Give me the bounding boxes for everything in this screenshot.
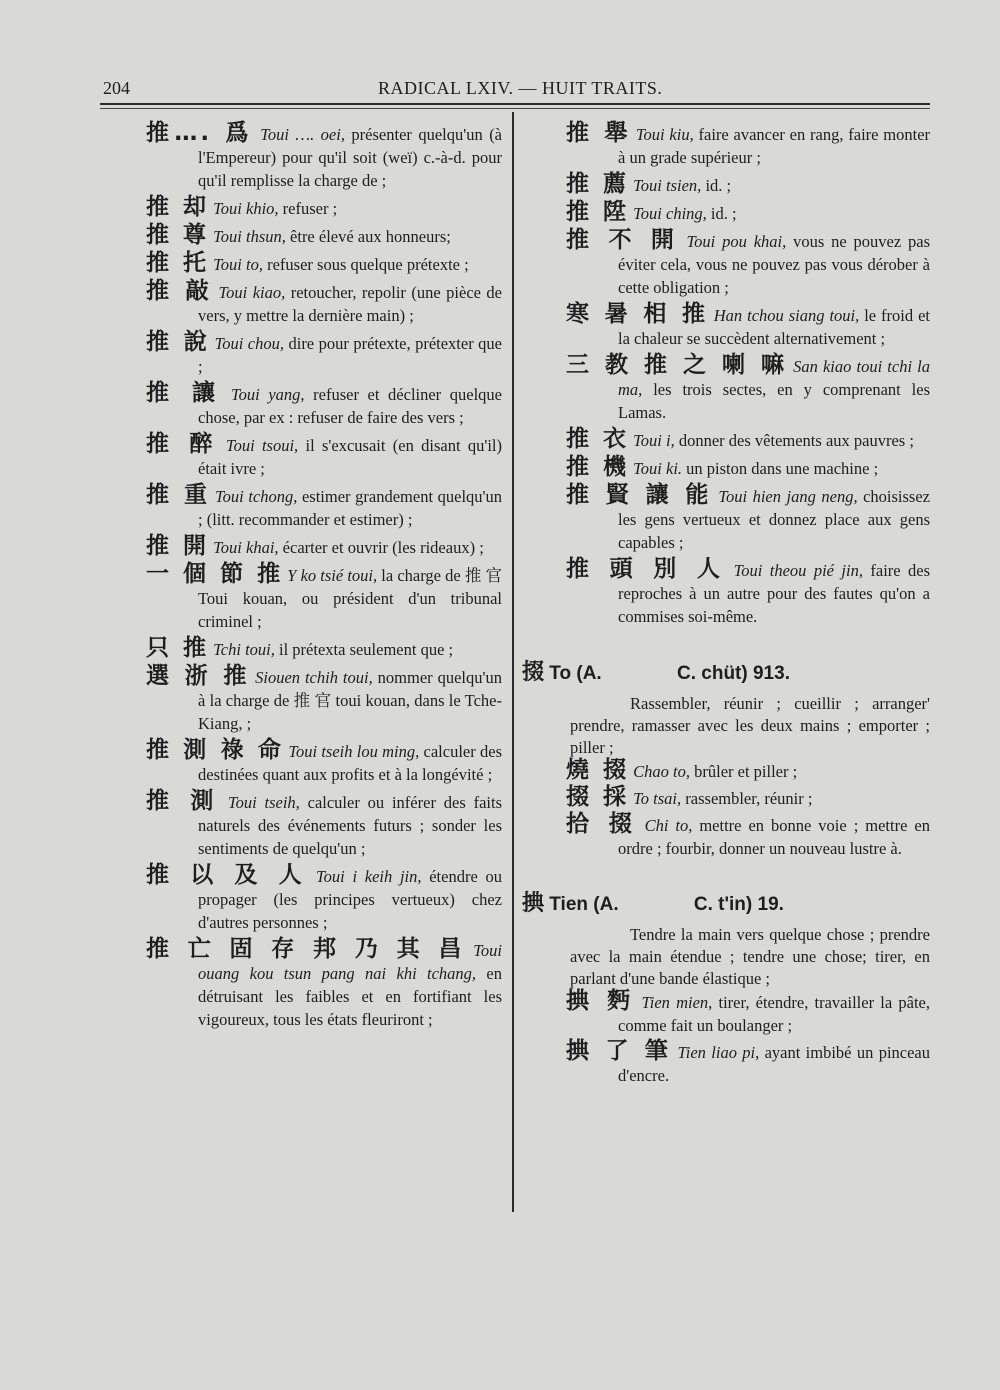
entry-definition: présenter quelqu'un (à l'Empereur) pour qu'il soit (weï) c.-à-d. pour qu'il remplisse la charge de ; xyxy=(198,125,503,190)
section-heading-to xyxy=(522,660,930,687)
dictionary-entry xyxy=(140,484,502,531)
entry-line xyxy=(140,739,502,786)
dictionary-entry xyxy=(140,563,502,633)
section-definition: Tendre la main vers quelque chose ; prendre avec la main étendue ; tendre une chose; tirer, en parlant d'une bande élastique ; xyxy=(570,925,930,988)
entry-characters: 推 醉 xyxy=(146,431,219,457)
entry-definition: vous ne pouvez pas éviter cela, vous ne pouvez pas vous dérober à cette obligation ; xyxy=(618,232,931,297)
entry-line xyxy=(140,382,502,429)
dictionary-entry xyxy=(522,456,930,480)
entry-definition: donner des vêtements aux pauvres ; xyxy=(674,431,914,450)
entry-characters: 推 開 xyxy=(146,533,210,559)
entry-romanization: Tchi toui, xyxy=(213,640,275,659)
entry-characters: 推 舉 xyxy=(566,120,632,146)
dictionary-entry xyxy=(140,535,502,559)
entry-definition: être élevé aux honneurs; xyxy=(285,227,451,246)
dictionary-entry xyxy=(140,331,502,378)
entry-characters: 推 托 xyxy=(146,250,210,276)
entry-romanization: San kiao toui tchi la ma, xyxy=(618,357,930,399)
entry-line xyxy=(522,1040,930,1087)
entry-line xyxy=(522,990,930,1037)
entry-characters: 推 測 xyxy=(146,788,221,814)
entry-line xyxy=(522,786,930,810)
entry-line xyxy=(522,759,930,783)
section-character: 捵 xyxy=(522,891,545,916)
dictionary-entry xyxy=(140,252,502,276)
entry-line xyxy=(522,173,930,197)
entry-romanization: Toui to, xyxy=(213,255,263,274)
entry-romanization: Toui khai, xyxy=(213,538,279,557)
dictionary-entry xyxy=(140,864,502,934)
entry-characters: 推 敲 xyxy=(146,278,214,304)
entry-definition: en détruisant les faibles et en fortifiant les vigoureux, tous les états fleuriront ; xyxy=(198,964,503,1029)
section-character: 掇 xyxy=(522,660,545,685)
entry-definition: id. ; xyxy=(706,204,737,223)
header-rule xyxy=(100,103,930,105)
entry-characters: 推…. 爲 xyxy=(146,120,254,146)
page-number: 204 xyxy=(103,78,130,98)
entry-romanization: Toui pou khai, xyxy=(686,232,787,251)
entry-romanization: Toui ching, xyxy=(633,204,707,223)
entry-definition: faire des reproches à un autre pour des fautes qu'on a commises soi-même. xyxy=(618,561,931,626)
entry-line xyxy=(522,354,930,424)
entry-line xyxy=(522,456,930,480)
entry-romanization: Toui hien jang neng, xyxy=(718,487,858,506)
entry-line xyxy=(522,229,930,299)
dictionary-entry xyxy=(140,224,502,248)
entry-romanization: Han tchou siang toui, xyxy=(713,306,860,325)
entry-definition: étendre ou propager (les principes vertueux) chez d'autres personnes ; xyxy=(198,867,502,932)
entry-characters: 推 陞 xyxy=(566,199,630,225)
entry-characters: 推 賢 讓 能 xyxy=(566,482,713,508)
entry-line xyxy=(522,558,930,628)
entry-definition: brûler et piller ; xyxy=(689,762,798,781)
entry-line xyxy=(140,535,502,559)
section-entries xyxy=(522,990,930,1087)
entry-definition: refuser sous quelque prétexte ; xyxy=(262,255,469,274)
entry-line xyxy=(140,224,502,248)
left-column xyxy=(140,122,502,1035)
entry-line xyxy=(140,122,502,192)
entry-characters: 推 衣 xyxy=(566,426,630,452)
entry-characters: 掇 採 xyxy=(566,784,630,810)
entry-line xyxy=(522,201,930,225)
entry-line xyxy=(522,122,930,169)
entry-line xyxy=(140,196,502,220)
entry-romanization: Toui i keih jin, xyxy=(315,867,422,886)
entry-definition: les trois sectes, en y comprenant les Lamas. xyxy=(618,380,930,422)
entry-line xyxy=(140,790,502,860)
entry-definition: il s'excusait (en disant qu'il) était ivre ; xyxy=(198,436,502,478)
section-entries xyxy=(522,759,930,860)
entry-characters: 推 頭 別 人 xyxy=(566,556,727,582)
entry-romanization: Siouen tchih toui, xyxy=(255,668,373,687)
dictionary-entry xyxy=(140,280,502,327)
dictionary-entry xyxy=(522,759,930,783)
entry-definition: faire avancer en rang, faire monter à un grade supérieur ; xyxy=(618,125,931,167)
entry-characters: 推 却 xyxy=(146,194,210,220)
entry-definition: retoucher, repolir (une pièce de vers, y mettre la dernière main) ; xyxy=(198,283,503,325)
dictionary-entry xyxy=(522,786,930,810)
entry-characters: 寒 暑 相 推 xyxy=(566,301,709,327)
section-definition: Rassembler, réunir ; cueillir ; arranger' prendre, ramasser avec les deux mains ; emporter ; piller ; xyxy=(570,694,930,757)
entry-romanization: Tien mien, xyxy=(641,993,713,1012)
entry-romanization: To tsai, xyxy=(633,789,682,808)
entry-definition: choisissez les gens vertueux et donnez place aux gens capables ; xyxy=(618,487,931,552)
dictionary-entry xyxy=(140,433,502,480)
entry-line xyxy=(140,331,502,378)
entry-romanization: Toui thsun, xyxy=(213,227,286,246)
dictionary-entry xyxy=(522,484,930,554)
header-rule-thin xyxy=(100,108,930,109)
dictionary-entry xyxy=(522,990,930,1037)
dictionary-entry xyxy=(522,558,930,628)
dictionary-entry xyxy=(522,229,930,299)
entry-romanization: Toui kiu, xyxy=(635,125,694,144)
dictionary-entry xyxy=(140,665,502,735)
entry-line xyxy=(140,484,502,531)
entry-definition: nommer quelqu'un à la charge de 推 官 toui kouan, dans le Tche-Kiang, ; xyxy=(198,668,502,733)
entry-characters: 推 尊 xyxy=(146,222,210,248)
dictionary-entry xyxy=(140,382,502,429)
entry-characters: 推 重 xyxy=(146,482,211,508)
entry-romanization: Toui i, xyxy=(633,431,675,450)
entry-characters: 捵 了 筆 xyxy=(566,1038,673,1064)
entry-definition: estimer grandement quelqu'un ; (litt. recommander et estimer) ; xyxy=(198,487,502,529)
dictionary-entry xyxy=(522,813,930,860)
entry-characters: 推 機 xyxy=(566,454,630,480)
entry-definition: ayant imbibé un pinceau d'encre. xyxy=(618,1043,931,1085)
dictionary-entry xyxy=(140,790,502,860)
right-entries xyxy=(522,122,930,628)
entry-romanization: Toui ouang kou tsun pang nai khi tchang, xyxy=(198,941,503,983)
entry-characters: 推 說 xyxy=(146,329,211,355)
entry-definition: refuser et décliner quelque chose, par ex : refuser de faire des vers ; xyxy=(198,385,503,427)
entry-characters: 推 以 及 人 xyxy=(146,862,309,888)
section-heading-tien xyxy=(522,891,930,918)
dictionary-entry xyxy=(522,428,930,452)
entry-characters: 推 亡 固 存 邦 乃 其 昌 xyxy=(146,936,467,962)
entry-line xyxy=(140,563,502,633)
dictionary-entry xyxy=(522,303,930,350)
entry-line xyxy=(140,864,502,934)
entry-characters: 燒 掇 xyxy=(566,757,630,783)
entry-definition: un piston dans une machine ; xyxy=(682,459,879,478)
dictionary-entry xyxy=(140,938,502,1031)
entry-definition: id. ; xyxy=(701,176,732,195)
entry-romanization: Toui tsien, xyxy=(633,176,702,195)
entry-line xyxy=(140,280,502,327)
entry-line xyxy=(140,433,502,480)
section-label: To (A. xyxy=(549,663,602,684)
dictionary-entry xyxy=(522,173,930,197)
entry-definition: calculer ou inférer des faits naturels des événements futurs ; sonder les sentiments de quelqu'un ; xyxy=(198,793,502,858)
entry-romanization: Toui kiao, xyxy=(218,283,286,302)
dictionary-entry xyxy=(522,122,930,169)
section-label-cantonese: C. t'in) 19. xyxy=(693,894,784,915)
entry-line xyxy=(140,252,502,276)
entry-characters: 只 推 xyxy=(146,635,210,661)
entry-definition: refuser ; xyxy=(278,199,338,218)
entry-romanization: Toui tseih lou ming, xyxy=(288,742,420,761)
entry-line xyxy=(522,303,930,350)
dictionary-entry xyxy=(140,739,502,786)
dictionary-entry xyxy=(522,201,930,225)
entry-definition: écarter et ouvrir (les rideaux) ; xyxy=(278,538,484,557)
entry-characters: 推 測 祿 命 xyxy=(146,737,285,763)
column-divider xyxy=(512,112,514,1212)
entry-characters: 三 教 推 之 喇 嘛 xyxy=(566,352,788,378)
entry-romanization: Toui yang, xyxy=(231,385,305,404)
dictionary-entry xyxy=(522,354,930,424)
entry-characters: 推 薦 xyxy=(566,171,630,197)
entry-romanization: Toui tchong, xyxy=(215,487,298,506)
entry-line xyxy=(522,428,930,452)
entry-definition: calculer des destinées quant aux profits et à la longévité ; xyxy=(198,742,503,784)
entry-characters: 選 浙 推 xyxy=(146,663,251,689)
entry-definition: rassembler, réunir ; xyxy=(681,789,813,808)
entry-definition: mettre en bonne voie ; mettre en ordre ; fourbir, donner un nouveau lustre à. xyxy=(618,816,930,858)
entry-characters: 拾 掇 xyxy=(566,811,638,837)
entry-romanization: Chao to, xyxy=(633,762,690,781)
entry-definition: dire pour prétexte, prétexter que ; xyxy=(198,334,503,376)
entry-romanization: Chi to, xyxy=(644,816,693,835)
entry-definition: le froid et la chaleur se succèdent alternativement ; xyxy=(618,306,930,348)
entry-characters: 推 讓 xyxy=(146,380,223,406)
entry-romanization: Toui chou, xyxy=(214,334,284,353)
entry-romanization: Toui khio, xyxy=(213,199,279,218)
dictionary-entry xyxy=(522,1040,930,1087)
entry-romanization: Toui …. oei, xyxy=(260,125,345,144)
running-header: RADICAL LXIV. — HUIT TRAITS. xyxy=(378,78,663,98)
entry-romanization: Toui tseih, xyxy=(227,793,300,812)
entry-line xyxy=(522,484,930,554)
entry-characters: 捵 麪 xyxy=(566,988,636,1014)
entry-romanization: Toui theou pié jin, xyxy=(733,561,863,580)
entry-line xyxy=(522,813,930,860)
dictionary-entry xyxy=(140,637,502,661)
section-label-cantonese: C. chüt) 913. xyxy=(677,663,790,684)
section-label: Tien (A. xyxy=(549,894,619,915)
entry-characters: 推 不 開 xyxy=(566,227,680,253)
entry-romanization: Toui ki. xyxy=(633,459,683,478)
entry-definition: il prétexta seulement que ; xyxy=(274,640,454,659)
dictionary-entry xyxy=(140,122,502,192)
right-column xyxy=(522,122,930,1090)
entry-definition: tirer, étendre, travailler la pâte, comme fait un boulanger ; xyxy=(618,993,931,1035)
entry-definition: la charge de 推 官 Toui kouan, ou président d'un tribunal criminel ; xyxy=(198,566,502,631)
dictionary-entry xyxy=(140,196,502,220)
entry-line xyxy=(140,637,502,661)
entry-romanization: Tien liao pi, xyxy=(677,1043,760,1062)
entry-line xyxy=(140,665,502,735)
entry-romanization: Toui tsoui, xyxy=(225,436,299,455)
entry-characters: 一 個 節 推 xyxy=(146,561,284,587)
entry-romanization: Y ko tsié toui, xyxy=(287,566,378,585)
entry-line xyxy=(140,938,502,1031)
